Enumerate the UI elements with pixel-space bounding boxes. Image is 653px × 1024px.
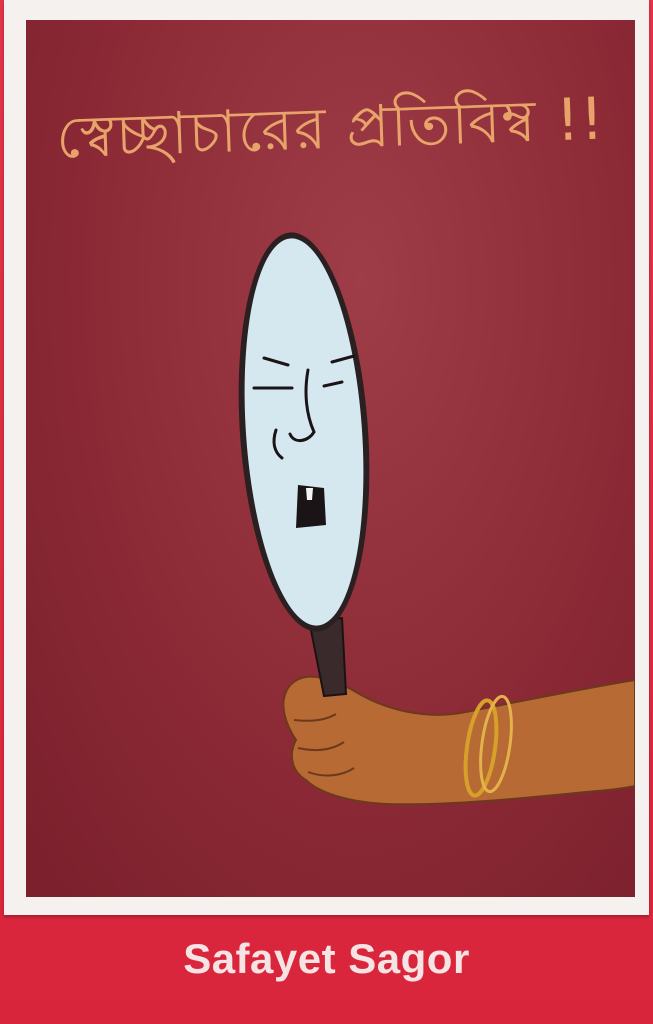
poster-title: স্বেচ্ছাচারের প্রতিবিম্ব !! — [55, 84, 606, 172]
poster-card — [4, 0, 649, 915]
artist-credit: Safayet Sagor — [183, 935, 470, 982]
poster-artwork — [26, 20, 635, 897]
tooth — [306, 488, 313, 500]
